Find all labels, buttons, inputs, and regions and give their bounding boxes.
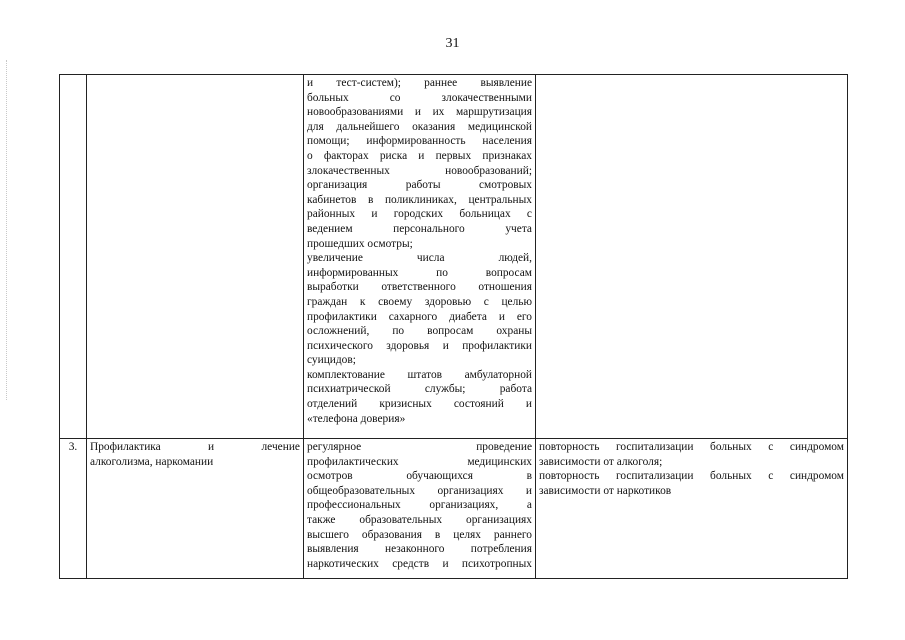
measure-line: наркотических средств и психотропных	[307, 557, 532, 570]
measures-cell	[304, 75, 536, 439]
measure-line: организация работы смотровых	[307, 179, 532, 192]
measure-line: кабинетов в поликлиниках, центральных	[307, 193, 532, 206]
measure-line: профессиональных организациях, а	[307, 499, 532, 512]
measure-line: общеобразовательных организациях и	[307, 484, 532, 497]
measure-line: выявления незаконного потребления	[307, 543, 532, 556]
measure-line: злокачественных новообразований;	[307, 164, 532, 177]
measure-line: граждан к своему здоровью с целью	[307, 295, 532, 308]
program-name-line: алкоголизма, наркомании	[90, 455, 214, 468]
measure-line: осмотров обучающихся в	[307, 470, 532, 483]
measure-line: профилактики сахарного диабета и его	[307, 310, 532, 323]
measure-line: районных и городских больницах с	[307, 208, 532, 221]
measure-line: суицидов;	[307, 354, 356, 367]
measure-line: психического здоровья и профилактики	[307, 339, 532, 352]
measure-line: помощи; информированность населения	[307, 135, 532, 148]
measure-line: «телефона доверия»	[307, 412, 406, 425]
measure-line: и тест-систем); раннее выявление	[307, 77, 532, 89]
program-name-cell	[87, 75, 304, 439]
measure-line: осложнений, по вопросам охраны	[307, 325, 532, 338]
measure-line: прошедших осмотры;	[307, 237, 413, 250]
program-name-line: Профилактика и лечение	[90, 441, 300, 453]
measure-line: отделений кризисных состояний и	[307, 398, 532, 411]
measure-line: о факторах риска и первых признаках	[307, 149, 532, 162]
indicator-line: повторность госпитализации больных с синдромом	[539, 470, 844, 483]
row-number-cell: 3.	[60, 439, 87, 579]
program-name-cell	[87, 439, 304, 579]
measure-line: профилактических медицинских	[307, 455, 532, 468]
measure-line: увеличение числа людей,	[307, 252, 532, 265]
row-number-cell	[60, 75, 87, 439]
measure-line: выработки ответственного отношения	[307, 281, 532, 294]
measure-line: комплектование штатов амбулаторной	[307, 368, 532, 381]
table-row	[60, 75, 848, 439]
page-number: 31	[445, 36, 460, 51]
margin-scan-mark	[6, 60, 7, 400]
measure-line: ведением персонального учета	[307, 222, 532, 235]
measure-line: психиатрической службы; работа	[307, 383, 532, 396]
indicators-cell	[536, 439, 848, 579]
measure-line: регулярное проведение	[307, 441, 532, 453]
indicator-line: зависимости от наркотиков	[539, 484, 672, 497]
measure-line: также образовательных организациях	[307, 513, 532, 526]
document-table	[59, 74, 848, 579]
indicator-line: повторность госпитализации больных с синдромом	[539, 441, 844, 453]
measure-line: для дальнейшего оказания медицинской	[307, 120, 532, 133]
measure-line: больных со злокачественными	[307, 91, 532, 104]
measure-line: новообразованиями и их маршрутизация	[307, 106, 532, 119]
table-row	[60, 439, 848, 579]
indicator-line: зависимости от алкоголя;	[539, 455, 663, 468]
measures-cell	[304, 439, 536, 579]
indicators-cell	[536, 75, 848, 439]
measure-line: высшего образования в целях раннего	[307, 528, 532, 541]
measure-line: информированных по вопросам	[307, 266, 532, 279]
